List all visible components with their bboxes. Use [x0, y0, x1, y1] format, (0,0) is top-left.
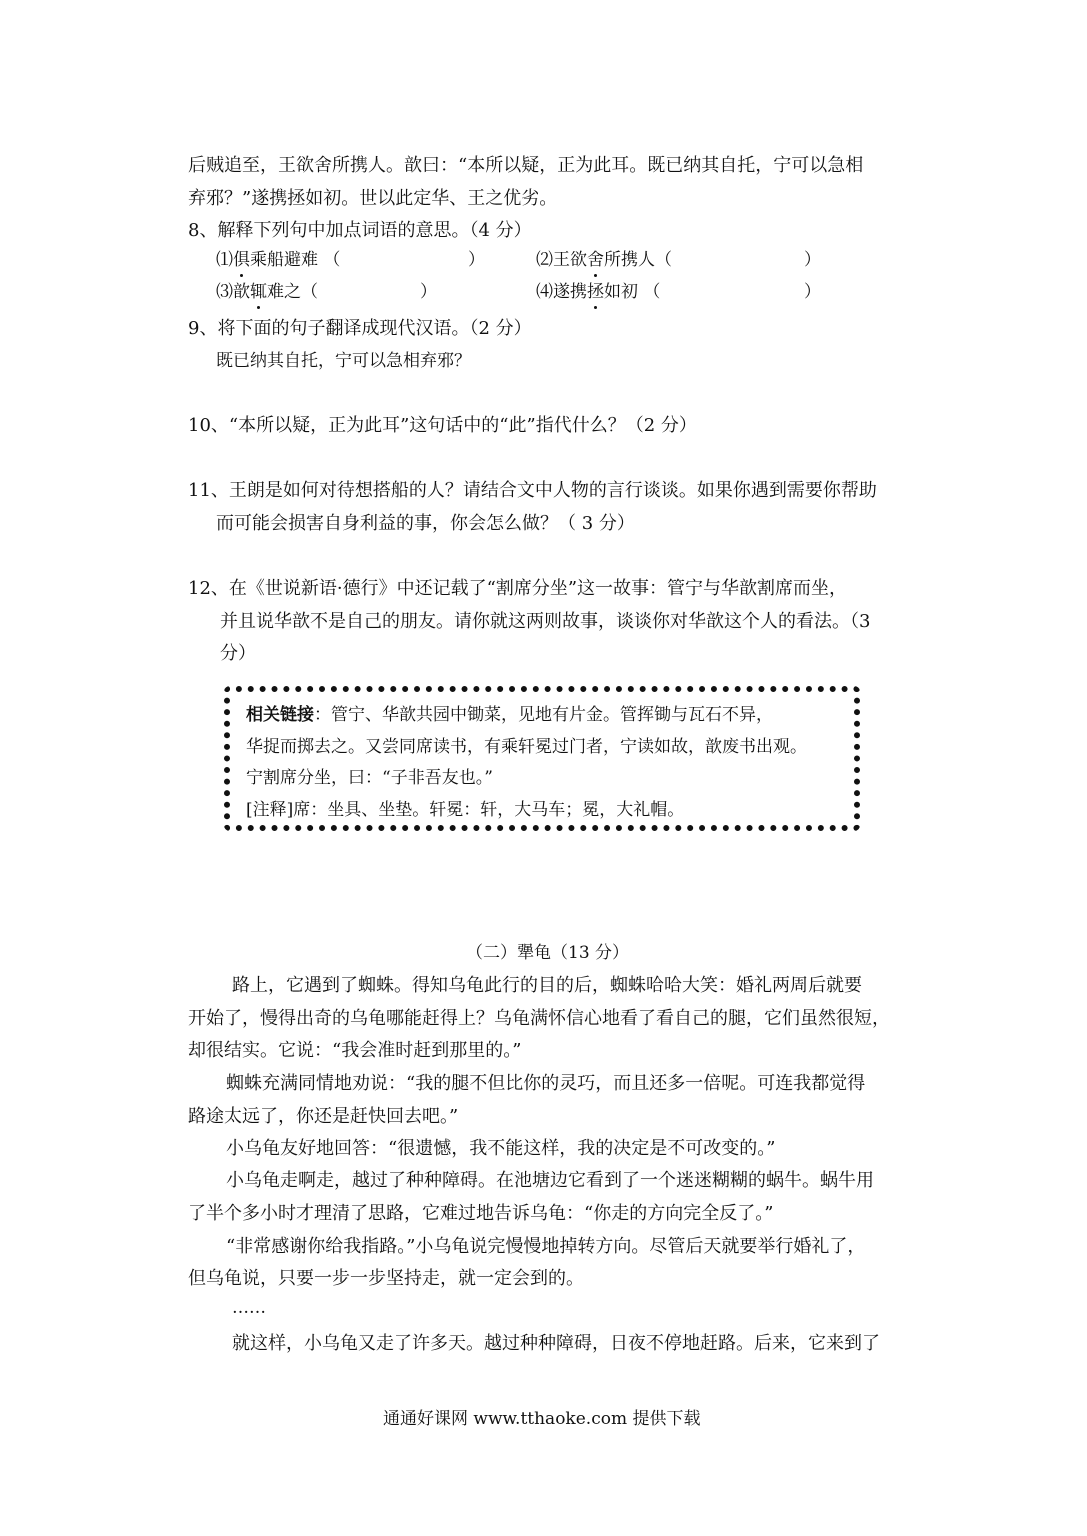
story-line: 了半个多小时才理清了思路，它难过地告诉乌龟：“你走的方向完全反了。”: [188, 1203, 774, 1224]
passage-line-2: 弃邪？”遂携拯如初。世以此定华、王之优劣。: [188, 188, 558, 209]
q8-item-1: ⑴俱乘船避难 （: [216, 250, 341, 270]
q8-item-1-close: ）: [468, 250, 485, 270]
story-line: 小乌龟友好地回答：“很遗憾，我不能这样，我的决定是不可改变的。”: [226, 1138, 776, 1159]
story-line: 路途太远了，你还是赶快回去吧。”: [188, 1106, 459, 1127]
story-line: 却很结实。它说：“我会准时赶到那里的。”: [188, 1040, 522, 1061]
question-12-line-1: 12、在《世说新语·德行》中还记载了“割席分坐”这一故事：管宁与华歆割席而坐，: [188, 578, 848, 599]
passage-line-1: 后贼追至，王欲舍所携人。歆曰：“本所以疑，正为此耳。既已纳其自托，宁可以急相: [188, 155, 864, 176]
q8-item-2-close: ）: [804, 250, 821, 270]
q8-item-3: ⑶歆辄难之（: [216, 282, 318, 302]
story-line: 开始了，慢得出奇的乌龟哪能赶得上？乌龟满怀信心地看了看自己的腿，它们虽然很短，: [188, 1008, 890, 1029]
page-footer: 通通好课网 www.tthaoke.com 提供下载: [383, 1409, 701, 1429]
dotted-word: 拯: [587, 282, 604, 302]
link-box-line-2: 华捉而掷去之。又尝同席读书，有乘轩冕过门者，宁读如故，歆废书出观。: [246, 737, 807, 757]
story-line: 小乌龟走啊走，越过了种种障碍。在池塘边它看到了一个迷迷糊糊的蜗牛。蜗牛用: [226, 1170, 874, 1191]
link-box-line-4: [注释]席：坐具、坐垫。轩冕：轩，大马车；冕，大礼帽。: [246, 800, 685, 820]
q8-item-2: ⑵王欲舍所携人（: [536, 250, 672, 270]
story-ellipsis: ……: [232, 1298, 266, 1318]
story-line: “非常感谢你给我指路。”小乌龟说完慢慢地掉转方向。尽管后天就要举行婚礼了，: [226, 1236, 866, 1257]
story-line: 但乌龟说，只要一步一步坚持走，就一定会到的。: [188, 1268, 584, 1289]
question-9-sentence: 既已纳其自托，宁可以急相弃邪？: [216, 351, 471, 371]
story-line: 路上，它遇到了蜘蛛。得知乌龟此行的目的后，蜘蛛哈哈大笑：婚礼两周后就要: [232, 975, 862, 996]
question-8-stem: 8、解释下列句中加点词语的意思。（4 分）: [188, 220, 532, 241]
story-line: 蜘蛛充满同情地劝说：“我的腿不但比你的灵巧，而且还多一倍呢。可连我都觉得: [226, 1073, 866, 1094]
question-11-line-2: 而可能会损害自身利益的事，你会怎么做？（ 3 分）: [216, 513, 635, 534]
link-box-line-1: 相关链接：管宁、华歆共园中锄菜，见地有片金。管挥锄与瓦石不异，: [246, 705, 773, 725]
question-12-line-2: 并且说华歆不是自己的朋友。请你就这两则故事，谈谈你对华歆这个人的看法。（3: [220, 611, 871, 632]
question-11-line-1: 11、王朗是如何对待想搭船的人？请结合文中人物的言行谈谈。如果你遇到需要你帮助: [188, 480, 877, 501]
question-9-stem: 9、将下面的句子翻译成现代汉语。（2 分）: [188, 318, 532, 339]
q8-item-3-close: ）: [420, 282, 437, 302]
link-box-line-3: 宁割席分坐，曰：“子非吾友也。”: [246, 768, 493, 788]
link-box-label: 相关链接: [246, 705, 314, 725]
section-2-title: （二）犟龟（13 分）: [466, 943, 630, 963]
dotted-word: 辄: [250, 282, 267, 302]
dotted-word: 舍: [587, 250, 604, 270]
question-10-stem: 10、“本所以疑，正为此耳”这句话中的“此”指代什么？（2 分）: [188, 415, 697, 436]
q8-item-4-close: ）: [804, 282, 821, 302]
dotted-word: 俱: [233, 250, 250, 270]
question-12-line-3: 分）: [220, 643, 256, 664]
q8-item-4: ⑷遂携拯如初 （: [536, 282, 661, 302]
story-line: 就这样，小乌龟又走了许多天。越过种种障碍，日夜不停地赶路。后来，它来到了: [232, 1333, 880, 1354]
